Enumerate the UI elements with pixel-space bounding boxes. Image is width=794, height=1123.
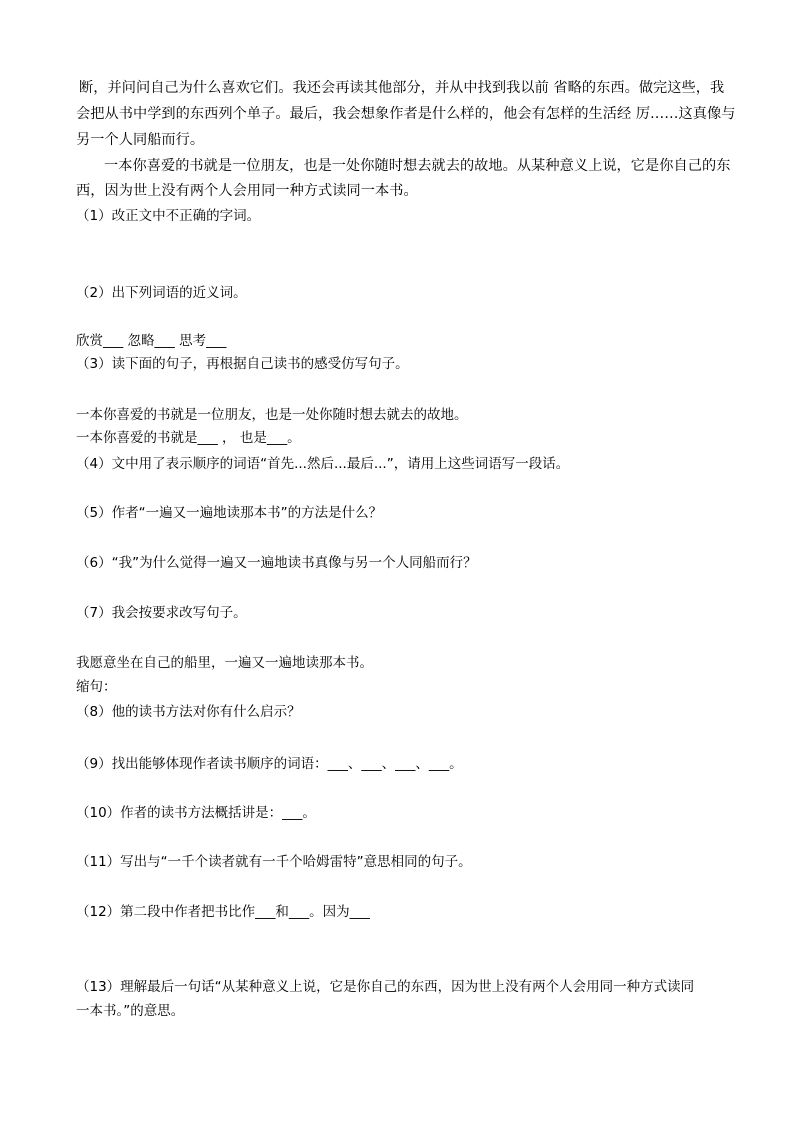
passage-line-2: 会把从书中学到的东西列个单子。最后，我会想象作者是什么样的，他会有怎样的生活经 厉……这真像与 <box>76 106 736 122</box>
question-1: （1）改正文中不正确的字词。 <box>76 208 261 224</box>
question-8: （8）他的读书方法对你有什么启示？ <box>76 704 301 720</box>
question-7: （7）我会按要求改写句子。 <box>76 605 247 621</box>
question-9: （9）找出能够体现作者读书顺序的词语：___、___、___、___。 <box>76 756 463 772</box>
question-7-sentence: 我愿意坐在自己的船里，一遍又一遍地读那本书。 <box>76 655 373 671</box>
question-13-line-2: 一本书。”的意思。 <box>76 1003 185 1019</box>
question-3-example: 一本你喜爱的书就是一位朋友，也是一处你随时想去就去的故地。 <box>76 407 468 423</box>
question-12: （12）第二段中作者把书比作___和___。因为___ <box>76 904 370 920</box>
question-3: （3）读下面的句子，再根据自己读书的感受仿写句子。 <box>76 356 409 372</box>
question-2-words: 欣赏___ 忽略___ 思考___ <box>76 333 227 349</box>
question-4: （4）文中用了表示顺序的词语“首先...然后...最后...”，请用上这些词语写一段话。 <box>76 456 570 472</box>
question-5: （5）作者“一遍又一遍地读那本书”的方法是什么？ <box>76 505 383 521</box>
question-10: （10）作者的读书方法概括讲是：___。 <box>76 805 316 821</box>
passage-line-3: 另一个人同船而行。 <box>76 132 205 148</box>
question-11: （11）写出与“一千个读者就有一千个哈姆雷特”意思相同的句子。 <box>76 854 472 870</box>
passage-line-5: 西，因为世上没有两个人会用同一种方式读同一本书。 <box>76 183 418 199</box>
question-3-blank: 一本你喜爱的书就是___ ， 也是___。 <box>76 430 301 446</box>
question-2: （2）出下列词语的近义词。 <box>76 285 247 301</box>
passage-line-4: 一本你喜爱的书就是一位朋友，也是一处你随时想去就去的故地。从某种意义上说，它是你自己的东 <box>104 158 731 174</box>
question-13-line-1: （13）理解最后一句话“从某种意义上说，它是你自己的东西，因为世上没有两个人会用同一种方式读同 <box>76 979 695 995</box>
question-6: （6）“我”为什么觉得一遍又一遍地读书真像与另一个人同船而行？ <box>76 555 477 571</box>
passage-line-1: 断，并问问自己为什么喜欢它们。我还会再读其他部分，并从中找到我以前 省略的东西。做完这些，我 <box>79 80 725 96</box>
question-7-label: 缩句： <box>76 679 117 695</box>
